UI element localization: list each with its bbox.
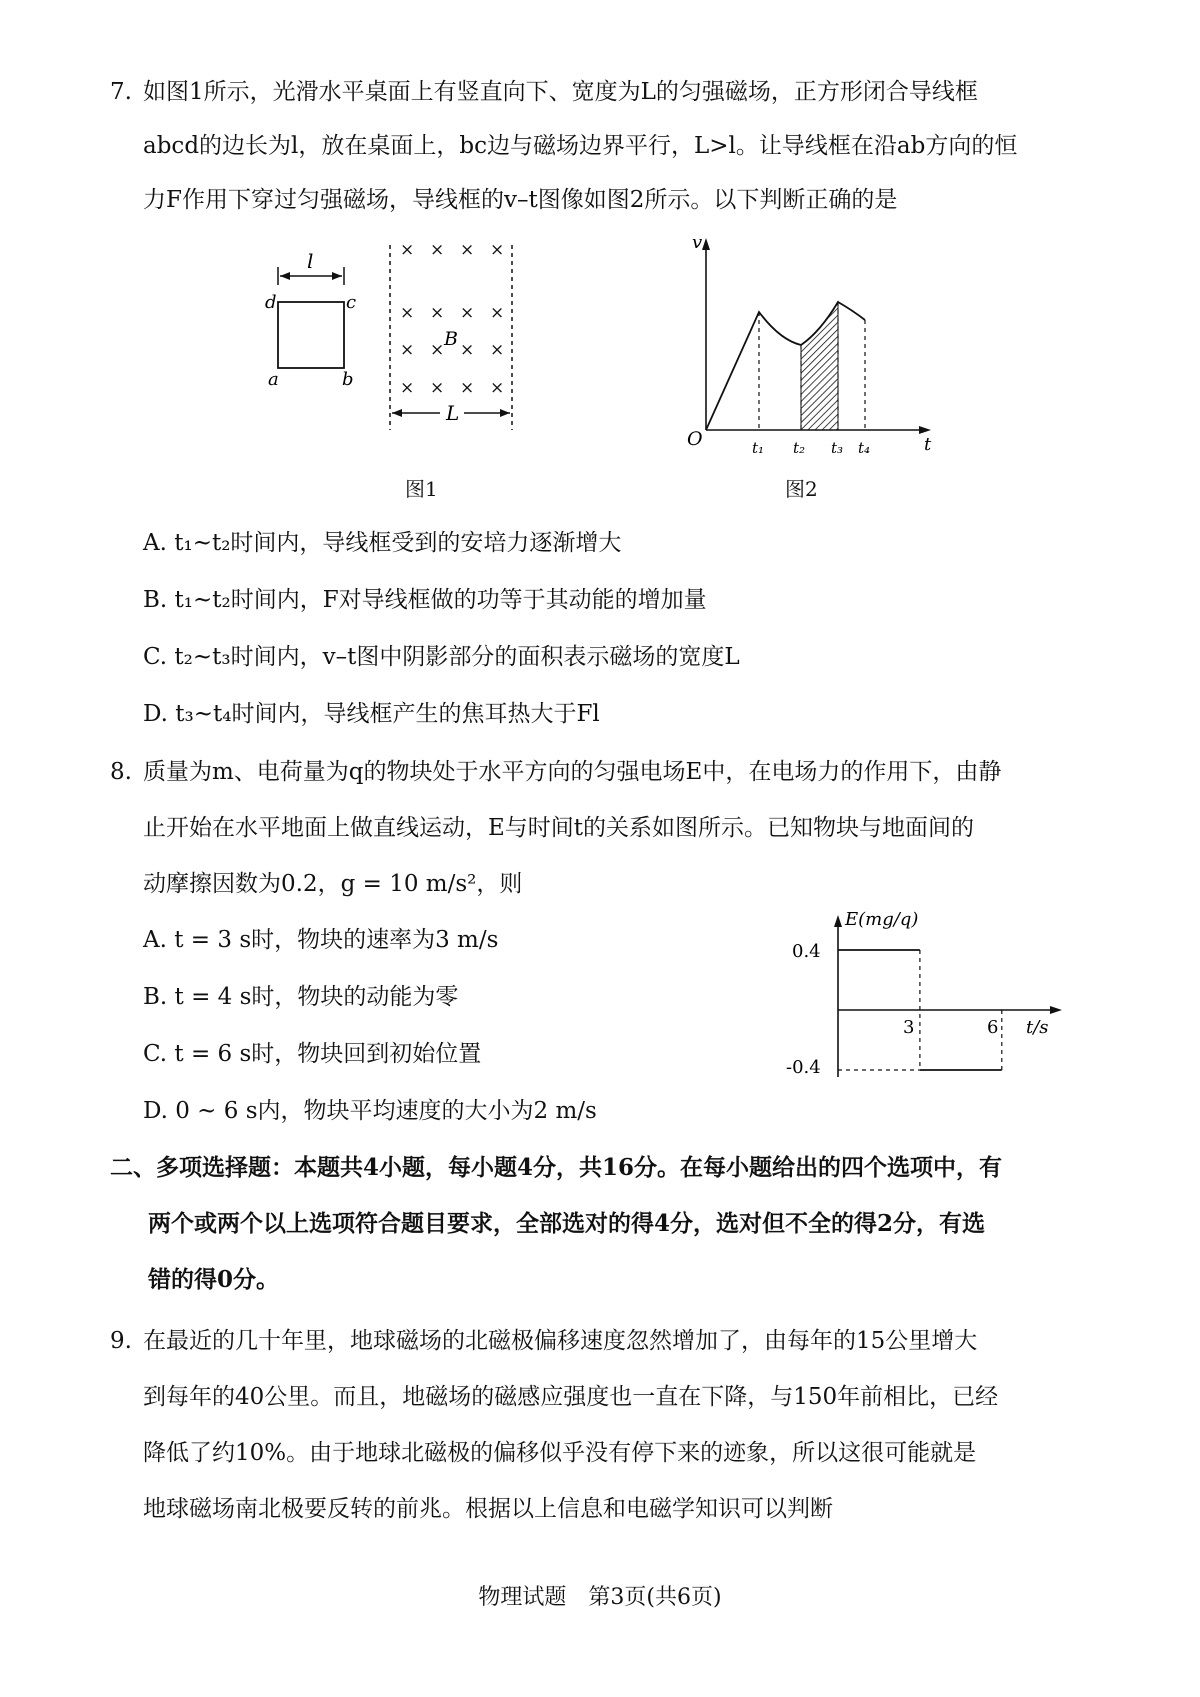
section2-line-3: 错的得0分。 bbox=[148, 1266, 280, 1293]
fig2-v-label: v bbox=[692, 232, 703, 253]
q9-number: 9. bbox=[110, 1328, 132, 1354]
tick-t4: t₄ bbox=[858, 439, 871, 457]
magnetic-field-crosses bbox=[400, 240, 504, 398]
q9-line-2: 到每年的40公里。而且，地磁场的磁感应强度也一直在下降，与150年前相比，已经 bbox=[143, 1384, 999, 1410]
fig1-caption: 图1 bbox=[405, 477, 438, 501]
svg-text:×: × bbox=[490, 240, 505, 260]
svg-text:×: × bbox=[430, 303, 445, 323]
q8-line-1: 质量为m、电荷量为q的物块处于水平方向的匀强电场E中，在电场力的作用下，由静 bbox=[143, 759, 1002, 785]
shaded-area bbox=[801, 302, 838, 430]
q8-option-d: D. 0 ~ 6 s内，物块平均速度的大小为2 m/s bbox=[143, 1098, 597, 1124]
q8-y-label: E(mg/q) bbox=[845, 909, 919, 930]
svg-text:×: × bbox=[490, 378, 505, 398]
corner-d: d bbox=[265, 292, 277, 313]
svg-text:×: × bbox=[460, 303, 475, 323]
svg-text:×: × bbox=[490, 340, 505, 360]
q8-x-label: t/s bbox=[1026, 1017, 1049, 1038]
svg-text:×: × bbox=[460, 240, 475, 260]
tick-t2: t₂ bbox=[793, 439, 806, 457]
svg-text:×: × bbox=[400, 240, 415, 260]
vt-curve bbox=[706, 302, 865, 430]
q7-figure-2-vt-graph bbox=[680, 232, 940, 457]
q8-x-tick-3: 3 bbox=[903, 1017, 915, 1038]
q8-x-tick-6: 6 bbox=[987, 1017, 999, 1038]
fig2-t-label: t bbox=[924, 434, 932, 455]
svg-text:×: × bbox=[430, 340, 445, 360]
section2-line-1: 二、多项选择题：本题共4小题，每小题4分，共16分。在每小题给出的四个选项中，有 bbox=[110, 1154, 1003, 1181]
svg-text:×: × bbox=[460, 378, 475, 398]
tick-t3: t₃ bbox=[831, 439, 844, 457]
tick-t1: t₁ bbox=[752, 439, 765, 457]
q7-option-c: C. t₂~t₃时间内，v–t图中阴影部分的面积表示磁场的宽度L bbox=[143, 644, 740, 670]
svg-text:×: × bbox=[490, 303, 505, 323]
q8-line-2: 止开始在水平地面上做直线运动，E与时间t的关系如图所示。已知物块与地面间的 bbox=[143, 815, 975, 841]
fig2-caption: 图2 bbox=[785, 477, 818, 501]
fig2-origin: O bbox=[687, 428, 703, 450]
q9-line-4: 地球磁场南北极要反转的前兆。根据以上信息和电磁学知识可以判断 bbox=[143, 1496, 833, 1522]
q7-line-1: 如图1所示，光滑水平桌面上有竖直向下、宽度为L的匀强磁场，正方形闭合导线框 bbox=[143, 79, 978, 105]
svg-text:×: × bbox=[400, 340, 415, 360]
q7-line-2: abcd的边长为l，放在桌面上，bc边与磁场边界平行，L>l。让导线框在沿ab方向的恒 bbox=[143, 133, 1018, 159]
q7-option-d: D. t₃~t₄时间内，导线框产生的焦耳热大于Fl bbox=[143, 701, 600, 727]
corner-c: c bbox=[346, 292, 357, 313]
section2-line-2: 两个或两个以上选项符合题目要求，全部选对的得4分，选对但不全的得2分，有选 bbox=[148, 1210, 986, 1237]
fig1-l-label: l bbox=[307, 249, 314, 273]
fig1-B-label: B bbox=[444, 328, 458, 350]
q8-y-tick-0.4: 0.4 bbox=[792, 941, 821, 962]
q9-line-3: 降低了约10%。由于地球北磁极的偏移似乎没有停下来的迹象，所以这很可能就是 bbox=[143, 1440, 977, 1466]
q8-number: 8. bbox=[110, 759, 132, 785]
page-footer: 物理试题 第3页(共6页) bbox=[478, 1585, 722, 1610]
svg-text:×: × bbox=[400, 303, 415, 323]
q7-option-a: A. t₁~t₂时间内，导线框受到的安培力逐渐增大 bbox=[143, 530, 622, 556]
q7-number: 7. bbox=[110, 79, 132, 105]
q8-e-t-graph bbox=[786, 905, 1070, 1085]
q8-option-c: C. t = 6 s时，物块回到初始位置 bbox=[143, 1041, 482, 1067]
svg-text:×: × bbox=[400, 378, 415, 398]
fig1-L-label: L bbox=[446, 401, 460, 425]
corner-b: b bbox=[342, 369, 354, 390]
corner-a: a bbox=[268, 369, 279, 390]
q8-line-3: 动摩擦因数为0.2，g = 10 m/s²，则 bbox=[143, 871, 523, 897]
q7-option-b: B. t₁~t₂时间内，F对导线框做的功等于其动能的增加量 bbox=[143, 587, 707, 613]
q8-option-b: B. t = 4 s时，物块的动能为零 bbox=[143, 984, 459, 1010]
svg-text:×: × bbox=[430, 240, 445, 260]
q7-figure-1 bbox=[260, 240, 570, 455]
wire-frame-square bbox=[278, 302, 344, 368]
q8-option-a: A. t = 3 s时，物块的速率为3 m/s bbox=[143, 927, 499, 953]
svg-text:×: × bbox=[460, 340, 475, 360]
q8-y-tick-neg-0.4: -0.4 bbox=[786, 1057, 821, 1078]
svg-text:×: × bbox=[430, 378, 445, 398]
q9-line-1: 在最近的几十年里，地球磁场的北磁极偏移速度忽然增加了，由每年的15公里增大 bbox=[143, 1328, 978, 1354]
q7-line-3: 力F作用下穿过匀强磁场，导线框的v–t图像如图2所示。以下判断正确的是 bbox=[143, 187, 898, 213]
